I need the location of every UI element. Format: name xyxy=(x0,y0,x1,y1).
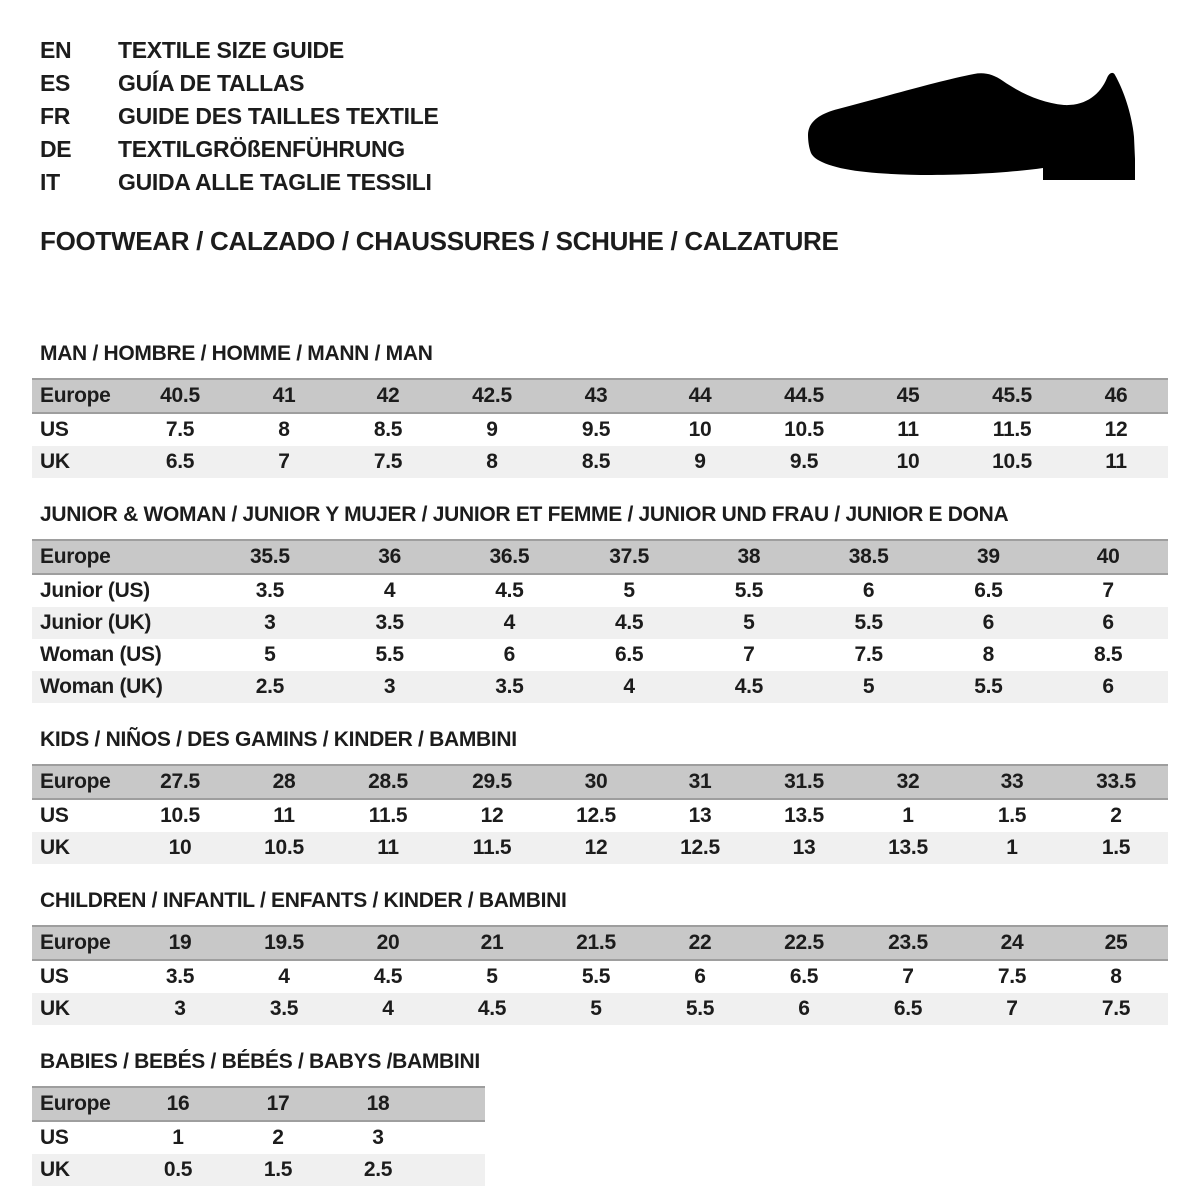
size-cell: 4 xyxy=(382,997,394,1020)
size-cell: 0.5 xyxy=(163,1158,193,1181)
language-title: GUIDA ALLE TAGLIE TESSILI xyxy=(118,169,432,195)
size-cell: 12 xyxy=(480,804,504,827)
language-row xyxy=(40,34,1200,67)
size-cell: 5.5 xyxy=(685,997,715,1020)
size-cell: 4.5 xyxy=(734,675,764,698)
size-cell: 7.5 xyxy=(854,643,883,666)
size-cell: 10 xyxy=(896,450,920,473)
row-label: US xyxy=(40,804,69,827)
size-cell: 6.5 xyxy=(165,450,195,473)
row-label: Junior (US) xyxy=(40,579,150,602)
size-cell: 12 xyxy=(1104,418,1128,441)
language-title: GUÍA DE TALLAS xyxy=(118,70,305,96)
size-cell: 3.5 xyxy=(255,579,285,602)
table-row xyxy=(32,574,1168,607)
size-cell: 6 xyxy=(862,579,875,602)
size-cell: 4.5 xyxy=(495,579,524,602)
size-cell: 10.5 xyxy=(160,804,200,827)
size-cell: 6 xyxy=(1102,675,1114,698)
row-label: Europe xyxy=(40,384,111,407)
size-cell: 4 xyxy=(383,579,396,602)
size-cell: 1.5 xyxy=(1101,836,1131,859)
section-title: CHILDREN / INFANTIL / ENFANTS / KINDER / BAMBINI xyxy=(40,889,567,912)
size-cell: 5.5 xyxy=(581,965,611,988)
row-label: Woman (UK) xyxy=(40,675,163,698)
size-cell: 1 xyxy=(1006,836,1018,859)
size-cell: 12.5 xyxy=(680,836,720,859)
size-cell: 36 xyxy=(378,545,401,568)
shoe-icon xyxy=(806,64,1138,186)
size-cell: 7 xyxy=(1102,579,1114,602)
size-cell: 4 xyxy=(623,675,635,698)
size-cell: 31 xyxy=(688,770,712,793)
table-row xyxy=(32,607,1168,639)
row-label: Woman (US) xyxy=(40,643,162,666)
table-row xyxy=(32,799,1168,832)
table-row xyxy=(32,446,1168,478)
size-cell: 2.5 xyxy=(363,1158,393,1181)
size-cell: 41 xyxy=(272,384,296,407)
size-cell: 21 xyxy=(480,931,504,954)
size-section xyxy=(32,341,1200,478)
size-cell: 4 xyxy=(503,611,516,634)
size-cell: 5.5 xyxy=(854,611,883,634)
section-title: MAN / HOMBRE / HOMME / MANN / MAN xyxy=(40,342,433,365)
size-cell: 9.5 xyxy=(581,418,611,441)
row-label: Europe xyxy=(40,931,111,954)
size-cell: 6.5 xyxy=(614,643,644,666)
size-cell: 1 xyxy=(172,1126,184,1149)
size-cell: 11.5 xyxy=(368,804,408,827)
size-cell: 9.5 xyxy=(789,450,819,473)
language-code: FR xyxy=(40,103,71,129)
size-cell: 7.5 xyxy=(373,450,403,473)
size-cell: 36.5 xyxy=(489,545,530,568)
size-cell: 45 xyxy=(896,384,920,407)
size-cell: 3.5 xyxy=(269,997,299,1020)
table-row xyxy=(32,671,1168,703)
language-code: IT xyxy=(40,169,60,195)
size-cell: 11 xyxy=(897,418,919,441)
size-cell: 6 xyxy=(798,997,810,1020)
size-cell: 21.5 xyxy=(576,931,616,954)
size-cell: 7 xyxy=(278,450,290,473)
row-label: US xyxy=(40,418,69,441)
size-cell: 42 xyxy=(376,384,400,407)
size-cell: 3 xyxy=(372,1126,384,1149)
table-row xyxy=(32,993,1168,1025)
size-cell: 46 xyxy=(1104,384,1128,407)
row-label: UK xyxy=(40,997,70,1020)
size-cell: 11.5 xyxy=(472,836,512,859)
size-cell: 5.5 xyxy=(375,643,404,666)
size-cell: 39 xyxy=(976,545,1000,568)
size-cell: 4.5 xyxy=(614,611,644,634)
size-table xyxy=(32,539,1168,703)
size-cell: 7.5 xyxy=(997,965,1027,988)
size-cell: 5.5 xyxy=(974,675,1003,698)
size-section xyxy=(32,1049,1200,1186)
size-cell: 17 xyxy=(266,1092,290,1115)
table-header-row xyxy=(32,540,1168,574)
language-title: TEXTILGRÖßENFÜHRUNG xyxy=(118,136,405,162)
size-cell: 33.5 xyxy=(1096,770,1136,793)
size-cell: 10.5 xyxy=(992,450,1032,473)
size-cell: 11 xyxy=(273,804,295,827)
size-cell: 5.5 xyxy=(734,579,764,602)
size-cell: 12.5 xyxy=(576,804,616,827)
row-label: UK xyxy=(40,1158,70,1181)
row-label: Junior (UK) xyxy=(40,611,152,634)
size-cell: 23.5 xyxy=(888,931,928,954)
size-cell: 38 xyxy=(737,545,761,568)
category-title: FOOTWEAR / CALZADO / CHAUSSURES / SCHUHE / CALZATURE xyxy=(40,226,839,256)
size-cell: 3 xyxy=(174,997,186,1020)
size-section xyxy=(32,888,1200,1025)
size-cell: 3.5 xyxy=(165,965,195,988)
size-cell: 3.5 xyxy=(495,675,524,698)
size-cell: 5 xyxy=(486,965,498,988)
size-cell: 32 xyxy=(896,770,920,793)
size-cell: 7 xyxy=(902,965,914,988)
size-section xyxy=(32,502,1200,703)
size-cell: 33 xyxy=(1000,770,1024,793)
size-cell: 5 xyxy=(623,579,635,602)
size-cell: 44.5 xyxy=(784,384,824,407)
language-title: TEXTILE SIZE GUIDE xyxy=(118,37,344,63)
size-cell: 27.5 xyxy=(160,770,200,793)
size-cell: 11.5 xyxy=(992,418,1032,441)
size-cell: 35.5 xyxy=(250,545,290,568)
size-cell: 37.5 xyxy=(609,545,649,568)
size-cell: 28.5 xyxy=(368,770,408,793)
filler-cell xyxy=(428,1087,485,1121)
size-cell: 6 xyxy=(1102,611,1114,634)
language-code: EN xyxy=(40,37,72,63)
table-header-row xyxy=(32,379,1168,413)
size-cell: 1 xyxy=(902,804,914,827)
size-cell: 10.5 xyxy=(264,836,304,859)
size-cell: 19.5 xyxy=(264,931,304,954)
row-label: US xyxy=(40,1126,69,1149)
size-cell: 4.5 xyxy=(477,997,507,1020)
size-table xyxy=(32,925,1168,1025)
size-cell: 3.5 xyxy=(375,611,404,634)
language-code: DE xyxy=(40,136,72,162)
size-cell: 13.5 xyxy=(784,804,824,827)
table-row xyxy=(32,832,1168,864)
size-cell: 8.5 xyxy=(373,418,403,441)
size-cell: 13.5 xyxy=(888,836,928,859)
size-cell: 5 xyxy=(590,997,602,1020)
size-cell: 4 xyxy=(278,965,290,988)
size-cell: 2 xyxy=(1110,804,1122,827)
size-cell: 6.5 xyxy=(893,997,923,1020)
size-tables xyxy=(32,341,1200,1186)
language-code: ES xyxy=(40,70,71,96)
table-header-row xyxy=(32,1087,485,1121)
size-cell: 7.5 xyxy=(165,418,195,441)
size-cell: 5 xyxy=(743,611,755,634)
size-cell: 13 xyxy=(688,804,712,827)
table-header-row xyxy=(32,926,1168,960)
size-cell: 19 xyxy=(168,931,192,954)
page-header xyxy=(0,0,1200,257)
size-cell: 7 xyxy=(743,643,755,666)
language-title: GUIDE DES TAILLES TEXTILE xyxy=(118,103,439,129)
size-cell: 6.5 xyxy=(789,965,819,988)
size-cell: 6 xyxy=(503,643,516,666)
size-cell: 16 xyxy=(166,1092,190,1115)
size-cell: 6.5 xyxy=(974,579,1003,602)
size-cell: 43 xyxy=(584,384,608,407)
table-row xyxy=(32,1121,485,1154)
table-row xyxy=(32,413,1168,446)
table-row xyxy=(32,639,1168,671)
size-cell: 9 xyxy=(486,418,498,441)
size-cell: 22 xyxy=(688,931,712,954)
size-cell: 5 xyxy=(862,675,875,698)
filler-cell xyxy=(428,1154,485,1186)
size-cell: 8.5 xyxy=(581,450,611,473)
section-title: JUNIOR & WOMAN / JUNIOR Y MUJER / JUNIOR ET FEMME / JUNIOR UND FRAU / JUNIOR E DONA xyxy=(40,503,1009,526)
shoe-icon-shape xyxy=(808,73,1135,180)
size-cell: 42.5 xyxy=(472,384,512,407)
size-cell: 8 xyxy=(982,643,995,666)
size-cell: 28 xyxy=(272,770,296,793)
size-cell: 9 xyxy=(694,450,706,473)
size-cell: 22.5 xyxy=(784,931,824,954)
size-cell: 4.5 xyxy=(373,965,403,988)
size-cell: 1.5 xyxy=(997,804,1027,827)
table-row xyxy=(32,960,1168,993)
size-cell: 30 xyxy=(584,770,608,793)
size-cell: 7 xyxy=(1006,997,1018,1020)
size-cell: 31.5 xyxy=(784,770,824,793)
size-cell: 2.5 xyxy=(255,675,285,698)
size-table xyxy=(32,1086,485,1186)
table-row xyxy=(32,1154,485,1186)
section-title: KIDS / NIÑOS / DES GAMINS / KINDER / BAMBINI xyxy=(40,728,517,751)
size-cell: 6 xyxy=(982,611,995,634)
size-cell: 40 xyxy=(1096,545,1120,568)
row-label: Europe xyxy=(40,770,111,793)
size-table xyxy=(32,764,1168,864)
size-cell: 25 xyxy=(1104,931,1128,954)
size-table xyxy=(32,378,1168,478)
size-cell: 2 xyxy=(272,1126,284,1149)
row-label: Europe xyxy=(40,545,111,568)
size-cell: 8 xyxy=(278,418,290,441)
size-cell: 12 xyxy=(584,836,608,859)
size-cell: 44 xyxy=(688,384,712,407)
size-cell: 10 xyxy=(688,418,712,441)
size-cell: 11 xyxy=(377,836,399,859)
size-cell: 40.5 xyxy=(160,384,200,407)
size-cell: 18 xyxy=(366,1092,390,1115)
table-header-row xyxy=(32,765,1168,799)
size-cell: 38.5 xyxy=(848,545,889,568)
size-cell: 6 xyxy=(694,965,706,988)
size-cell: 20 xyxy=(376,931,400,954)
size-cell: 13 xyxy=(792,836,816,859)
size-cell: 10.5 xyxy=(784,418,824,441)
size-cell: 3 xyxy=(383,675,396,698)
row-label: Europe xyxy=(40,1092,111,1115)
size-cell: 5 xyxy=(264,643,276,666)
size-cell: 7.5 xyxy=(1101,997,1131,1020)
size-cell: 29.5 xyxy=(472,770,512,793)
filler-cell xyxy=(428,1121,485,1154)
section-title: BABIES / BEBÉS / BÉBÉS / BABYS /BAMBINI xyxy=(40,1050,480,1073)
row-label: UK xyxy=(40,836,70,859)
row-label: UK xyxy=(40,450,70,473)
size-cell: 10 xyxy=(168,836,192,859)
size-cell: 8 xyxy=(486,450,498,473)
size-cell: 11 xyxy=(1105,450,1127,473)
row-label: US xyxy=(40,965,69,988)
size-section xyxy=(32,727,1200,864)
size-cell: 8.5 xyxy=(1093,643,1123,666)
size-cell: 24 xyxy=(1000,931,1024,954)
size-cell: 45.5 xyxy=(992,384,1032,407)
size-cell: 1.5 xyxy=(263,1158,293,1181)
size-cell: 3 xyxy=(264,611,276,634)
size-cell: 8 xyxy=(1110,965,1122,988)
